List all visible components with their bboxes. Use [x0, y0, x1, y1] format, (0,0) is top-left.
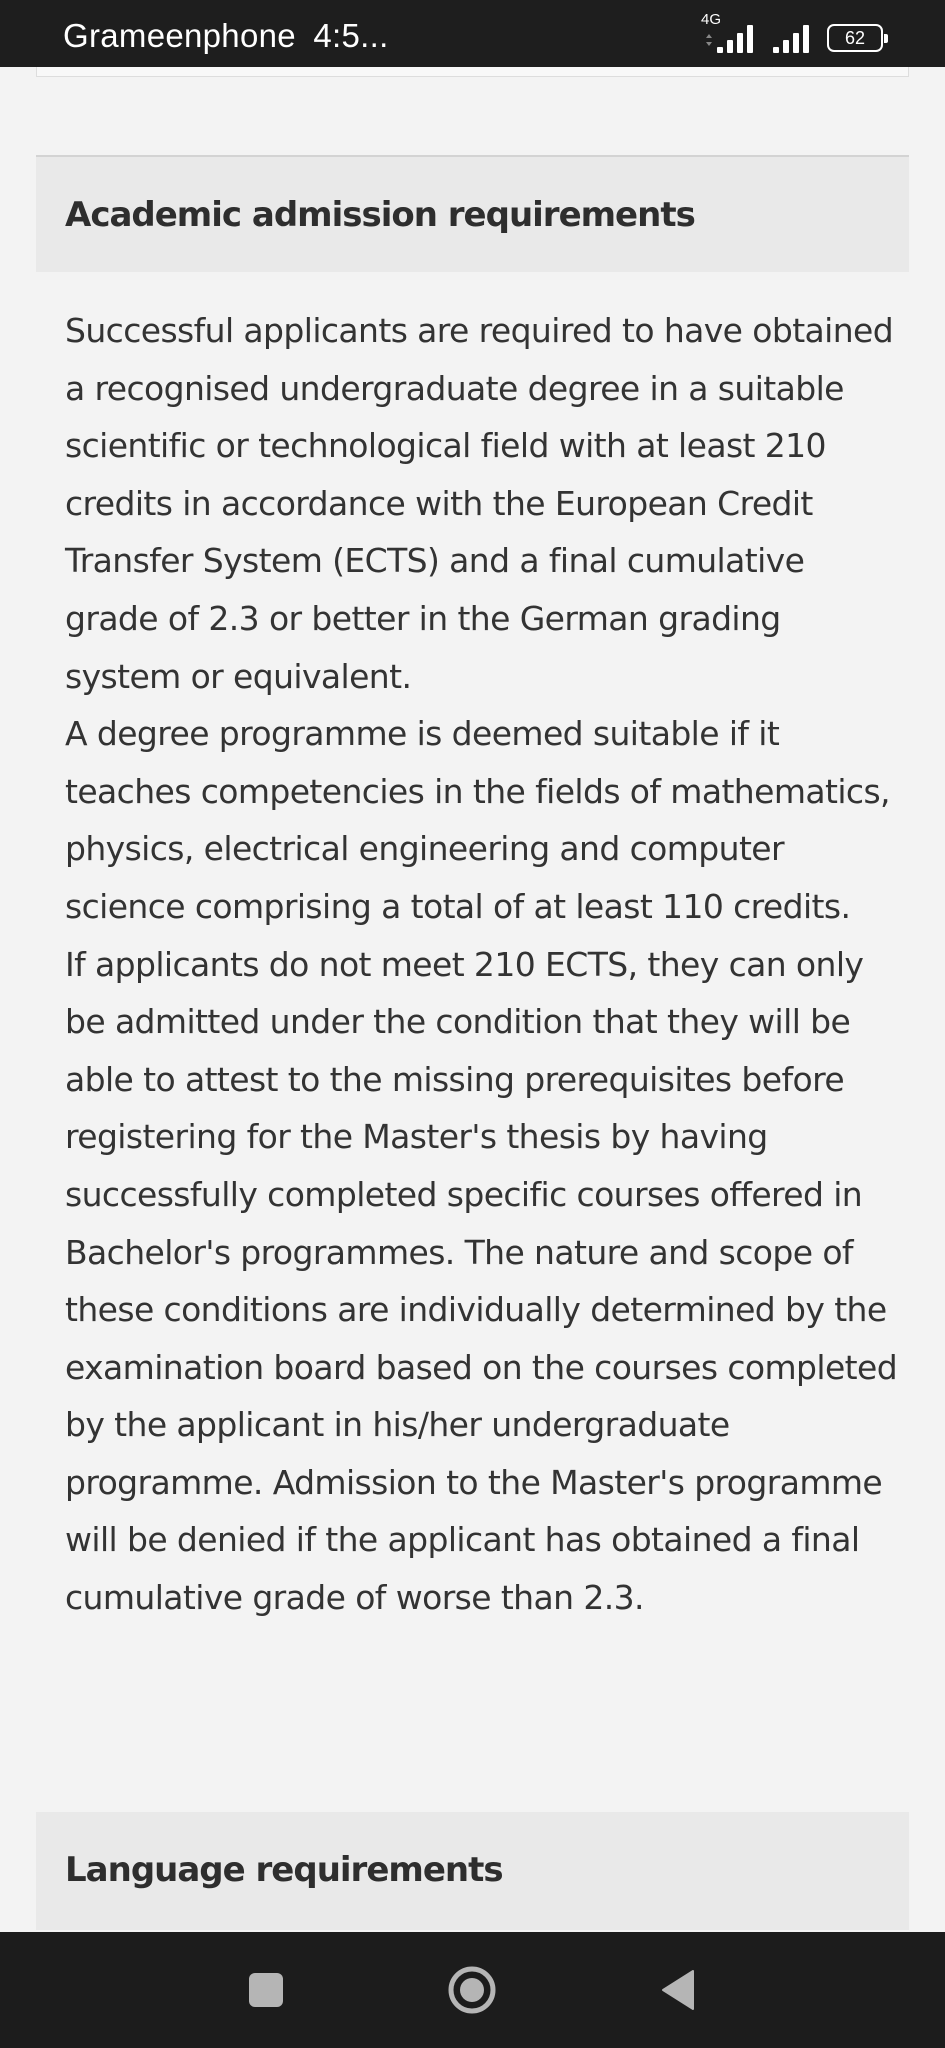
- battery-icon: [827, 24, 883, 52]
- status-bar: [0, 0, 945, 67]
- recent-apps-icon: [246, 1970, 286, 2010]
- signal-icon-secondary: [771, 16, 817, 54]
- academic-requirements-body: [65, 302, 901, 1627]
- home-button[interactable]: [417, 1932, 527, 2048]
- academic-requirements-header[interactable]: [36, 155, 909, 272]
- battery-level: 62: [844, 28, 866, 48]
- language-requirements-header[interactable]: [36, 1812, 909, 1930]
- recent-apps-button[interactable]: [211, 1932, 321, 2048]
- back-icon: [658, 1968, 698, 2012]
- back-button[interactable]: [623, 1932, 733, 2048]
- paragraph: Successful applicants are required to have obtained a recognised undergraduate degree in a suitable scientific or technological field with at least 210 credits in accordance with the European Credit Transfer System (ECTS) and a final cumulative grade of 2.3 or better in the German grading system or equivalent.: [65, 311, 894, 696]
- home-icon: [447, 1965, 497, 2015]
- clock-time: 4:5...: [313, 17, 389, 54]
- previous-card-edge: [36, 67, 909, 77]
- navigation-bar: [0, 1932, 945, 2048]
- status-icons: [701, 11, 883, 54]
- status-carrier-time: [63, 18, 389, 54]
- paragraph: If applicants do not meet 210 ECTS, they can only be admitted under the condition that they will be able to attest to the missing prerequisites before registering for the Master's thesis by having successfully completed specific courses offered in Bachelor's programmes. The nature and scope of these conditions are individually determined by the examination board based on the courses completed by the applicant in his/her undergraduate programme. Admission to the Master's programme will be denied if the applicant has obtained a final cumulative grade of worse than 2.3.: [65, 944, 898, 1618]
- signal-icon: [701, 11, 761, 54]
- academic-requirements-title: Academic admission requirements: [65, 195, 695, 235]
- network-type: 4G: [701, 11, 722, 28]
- carrier-name: Grameenphone: [63, 17, 296, 54]
- language-requirements-title: Language requirements: [65, 1850, 503, 1890]
- paragraph: A degree programme is deemed suitable if it teaches competencies in the fields of mathematics, physics, electrical engineering and computer science comprising a total of at least 110 credits.: [65, 714, 890, 926]
